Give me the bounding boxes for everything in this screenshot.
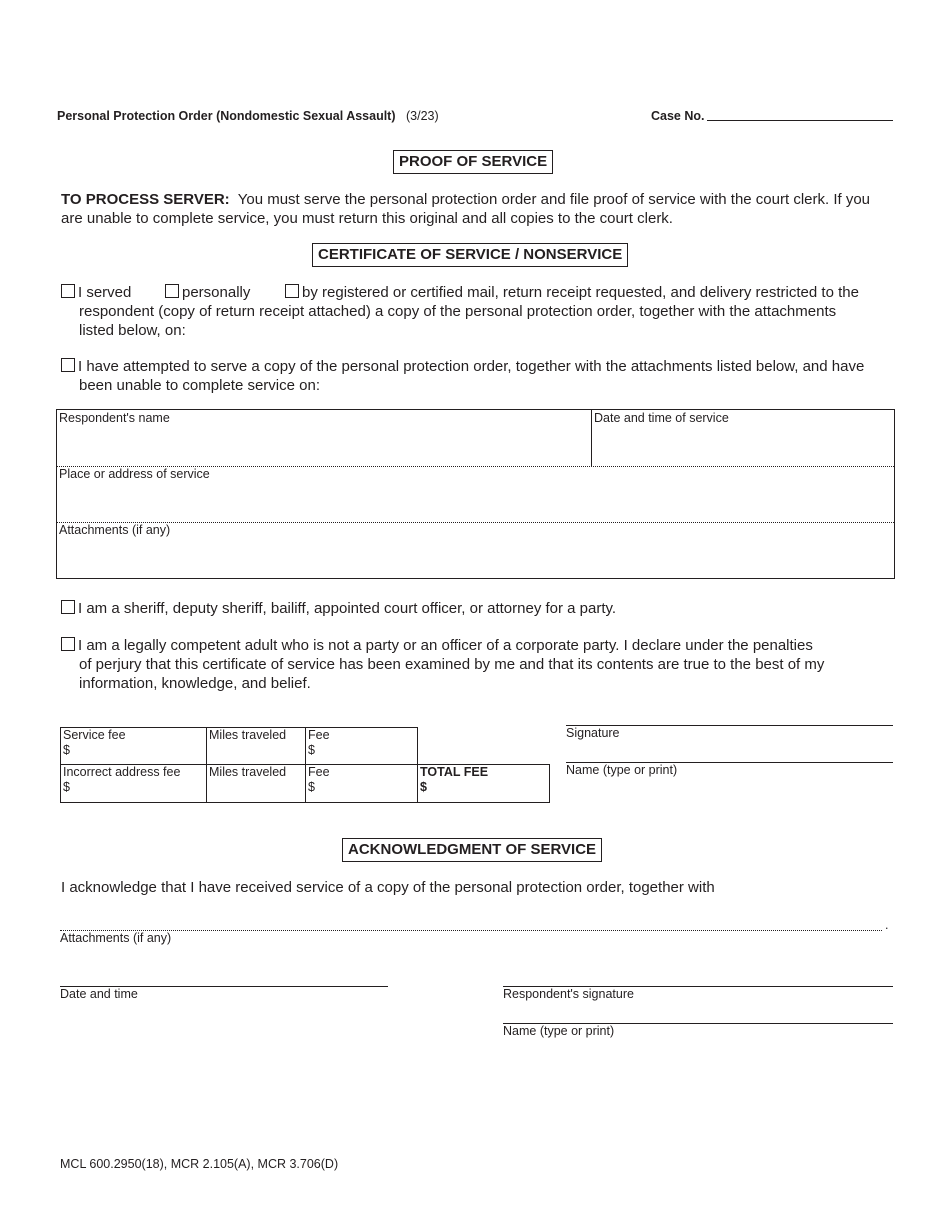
attachments-label: Attachments (if any): [59, 523, 171, 537]
process-server-lead: TO PROCESS SERVER:: [61, 191, 230, 208]
i-served-label: I served: [78, 284, 132, 301]
ack-attachments-label: Attachments (if any): [60, 931, 172, 945]
fee-dollar: $: [308, 743, 315, 757]
server-name-label: Name (type or print): [566, 763, 678, 777]
incorrect-fee-dollar: $: [63, 780, 70, 794]
date-time-of-service-label: Date and time of service: [594, 411, 729, 425]
served-options: [61, 283, 131, 302]
fee-table-right: [549, 764, 550, 802]
ack-attachments-line[interactable]: [60, 930, 882, 931]
case-no-label: Case No.: [651, 109, 705, 123]
attempted-option: [61, 357, 864, 376]
place-of-service-label: Place or address of service: [59, 467, 210, 481]
fee-label: Fee: [308, 728, 330, 742]
respondent-signature-label: Respondent's signature: [503, 987, 634, 1001]
ack-date-time-label: Date and time: [60, 987, 138, 1001]
sheriff-label: I am a sheriff, deputy sheriff, bailiff, appointed court officer, or attorney for a party.: [78, 600, 617, 617]
process-server-instructions: [61, 190, 870, 228]
respondent-name-label: Name (type or print): [503, 1024, 615, 1038]
table-divider: [591, 410, 592, 466]
i-served-checkbox[interactable]: [61, 284, 75, 298]
adult-line3: information, knowledge, and belief.: [79, 675, 311, 692]
by-mail-option: [285, 283, 859, 302]
adult-line2: of perjury that this certificate of service has been examined by me and that its contents are true to the best of my: [79, 656, 825, 673]
personally-checkbox[interactable]: [165, 284, 179, 298]
adult-option: [61, 636, 813, 655]
sheriff-checkbox[interactable]: [61, 600, 75, 614]
attempted-line2: been unable to complete service on:: [79, 377, 320, 394]
service-fee-label: Service fee: [63, 728, 126, 742]
fee-label-2: Fee: [308, 765, 330, 779]
proof-of-service-title: PROOF OF SERVICE: [393, 150, 553, 174]
service-fee-dollar: $: [63, 743, 70, 757]
fee-table: [60, 727, 550, 803]
acknowledgment-text: I acknowledge that I have received service of a copy of the personal protection order, together with: [61, 879, 715, 896]
certificate-title: CERTIFICATE OF SERVICE / NONSERVICE: [312, 243, 628, 267]
total-fee-dollar: $: [420, 780, 427, 794]
by-mail-checkbox[interactable]: [285, 284, 299, 298]
attempted-line1: I have attempted to serve a copy of the personal protection order, together with the attachments listed below, and have: [78, 358, 865, 375]
personally-option: [165, 283, 250, 302]
server-signature-label: Signature: [566, 726, 620, 740]
table-row-divider: [57, 522, 894, 523]
miles-traveled-label: Miles traveled: [209, 728, 287, 742]
case-no-field[interactable]: [707, 120, 893, 121]
form-title: Personal Protection Order (Nondomestic Sexual Assault): [57, 109, 396, 123]
by-mail-label: by registered or certified mail, return receipt requested, and delivery restricted to the: [302, 284, 859, 301]
form-revision: (3/23): [406, 109, 439, 123]
adult-checkbox[interactable]: [61, 637, 75, 651]
fee-table-bottom: [60, 802, 550, 803]
ack-period: .: [885, 918, 889, 932]
incorrect-address-fee-label: Incorrect address fee: [63, 765, 181, 779]
total-fee-label: TOTAL FEE: [420, 765, 489, 779]
served-line3: listed below, on:: [79, 322, 186, 339]
respondent-name-label: Respondent's name: [59, 411, 170, 425]
sheriff-option: [61, 599, 616, 618]
adult-line1: I am a legally competent adult who is not a party or an officer of a corporate party. I declare under the penalties: [78, 637, 813, 654]
acknowledgment-title: ACKNOWLEDGMENT OF SERVICE: [342, 838, 602, 862]
statute-citations: MCL 600.2950(18), MCR 2.105(A), MCR 3.706(D): [60, 1157, 339, 1171]
process-server-line1: You must serve the personal protection order and file proof of service with the court clerk. If you: [237, 191, 871, 208]
personally-label: personally: [182, 284, 251, 301]
service-details-table: [56, 409, 895, 579]
served-line2: respondent (copy of return receipt attached) a copy of the personal protection order, together with the attachments: [79, 303, 837, 320]
fee-dollar-2: $: [308, 780, 315, 794]
attempted-checkbox[interactable]: [61, 358, 75, 372]
miles-traveled-label-2: Miles traveled: [209, 765, 287, 779]
process-server-line2: are unable to complete service, you must return this original and all copies to the court clerk.: [61, 210, 673, 227]
